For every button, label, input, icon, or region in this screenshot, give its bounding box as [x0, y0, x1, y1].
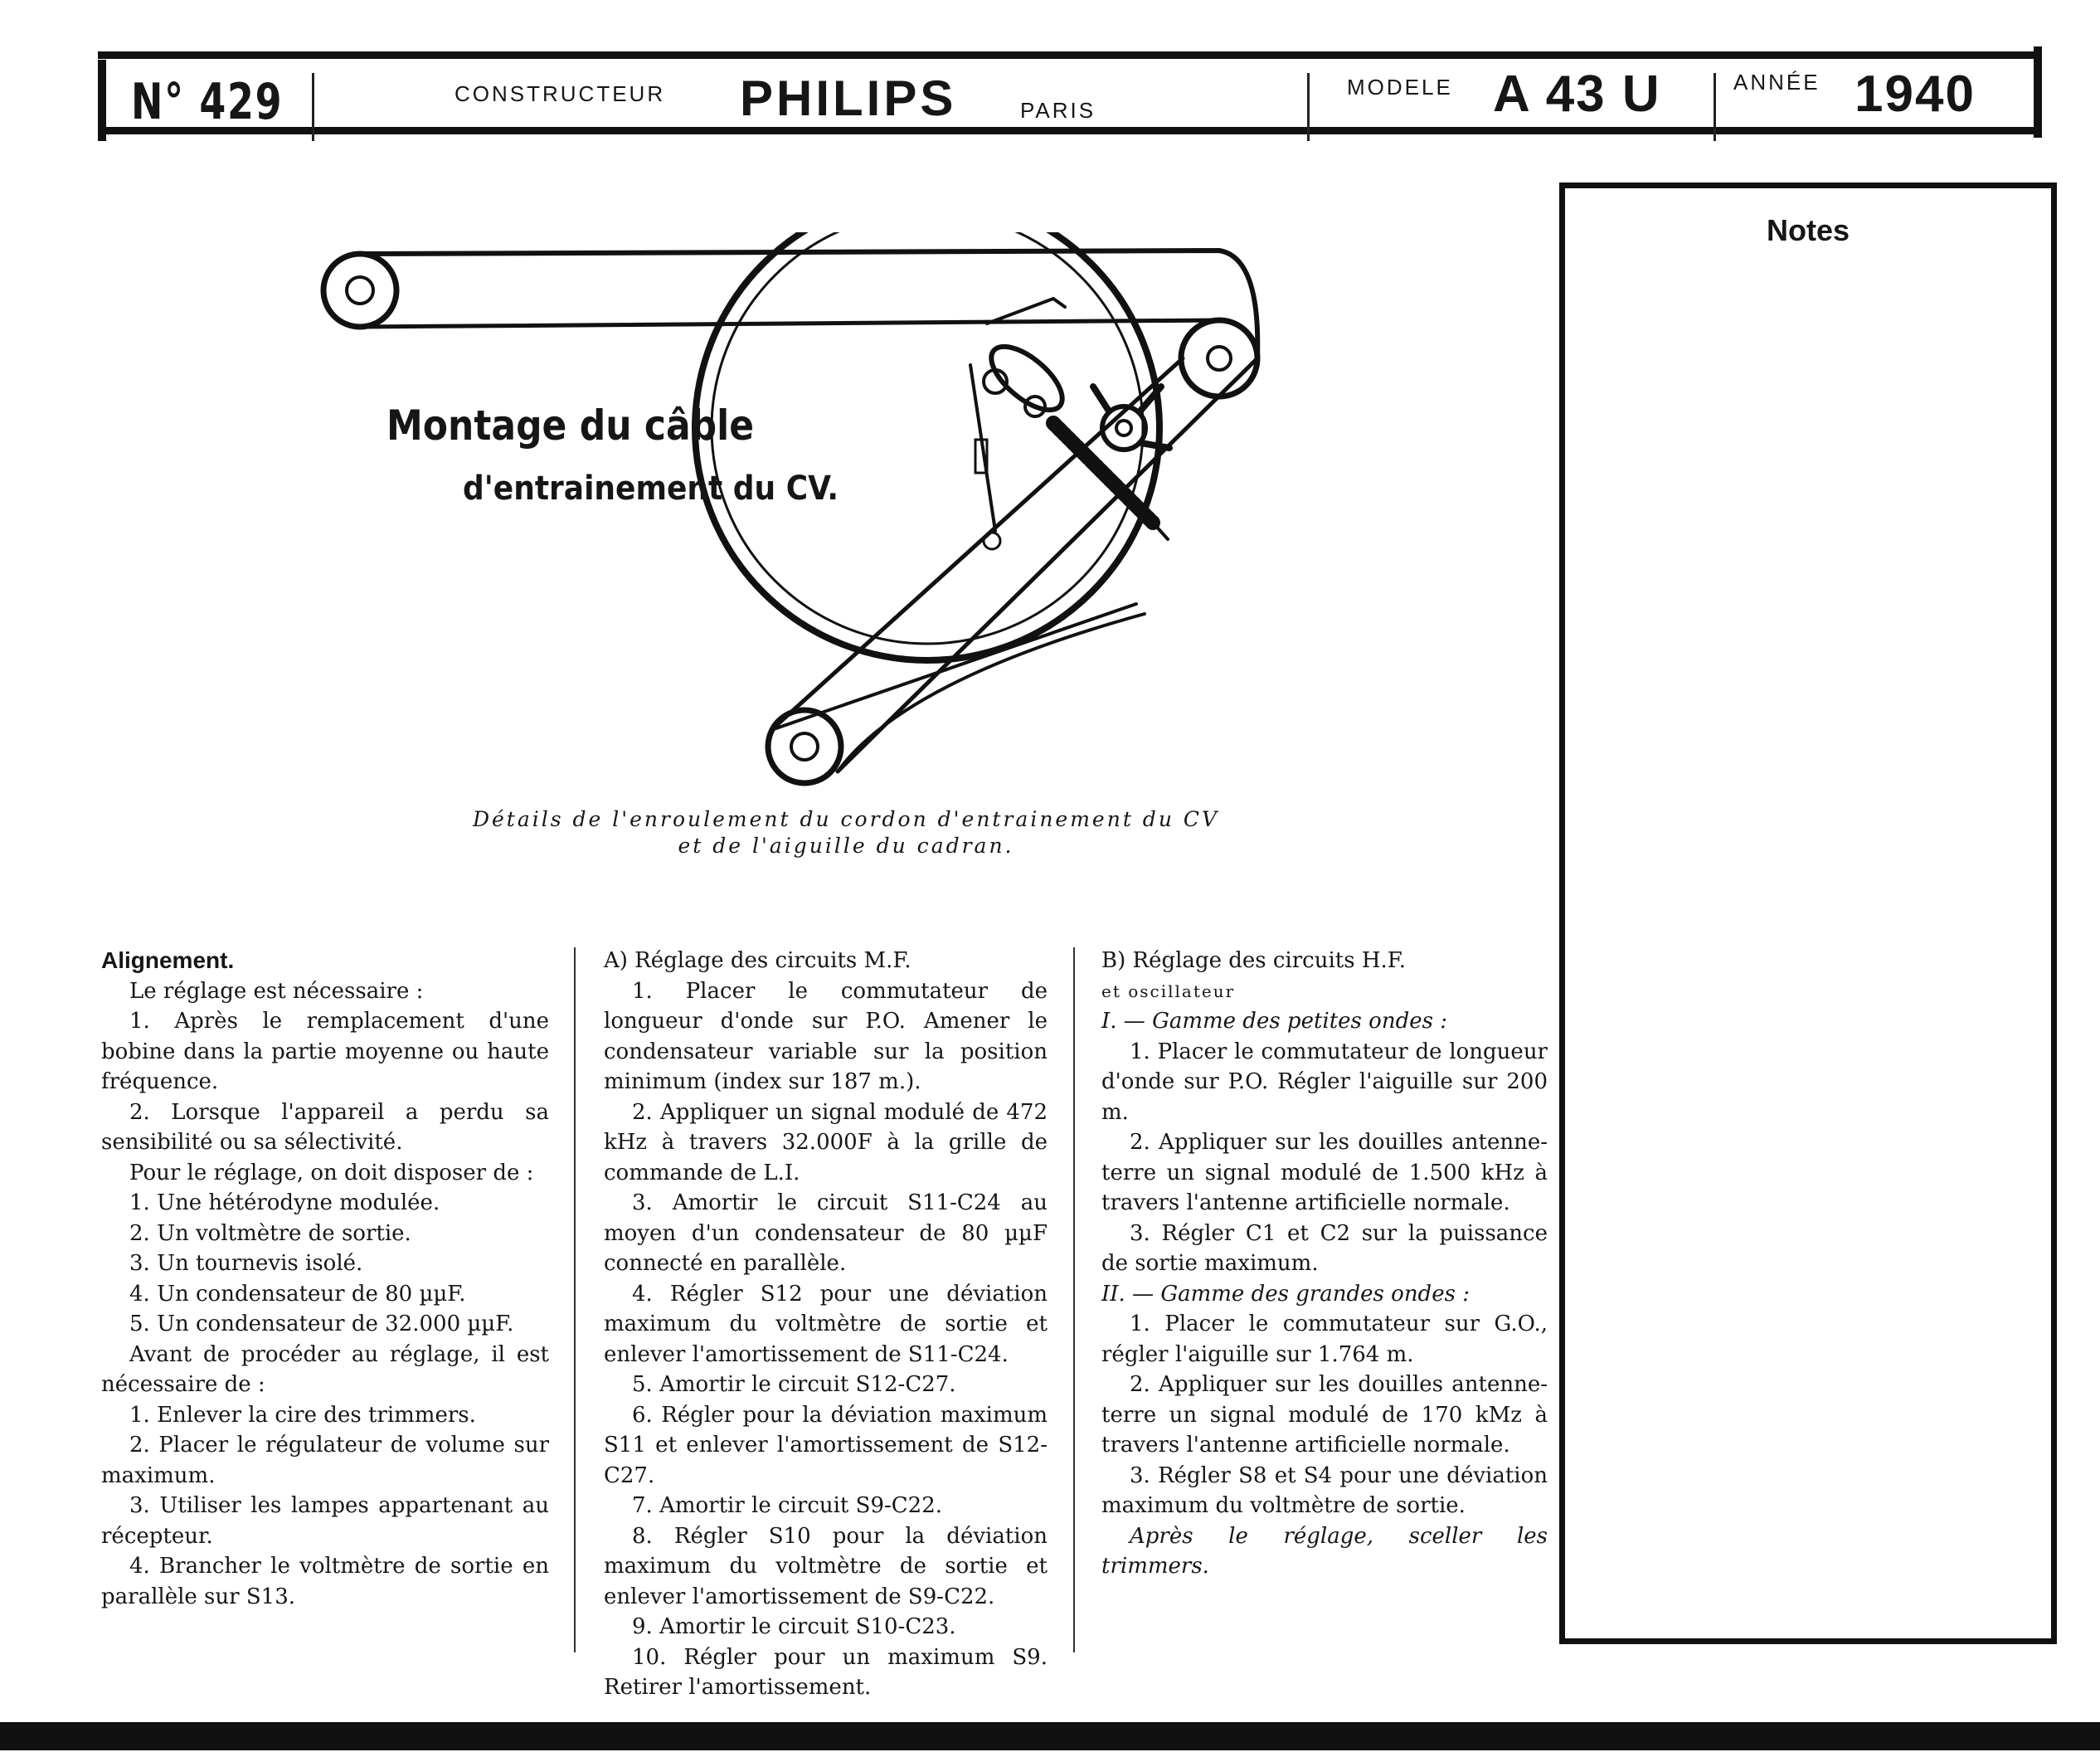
column-reglage-hf	[1101, 946, 1548, 1582]
constructeur-label: CONSTRUCTEUR	[455, 81, 666, 106]
paragraph: 6. Régler pour la déviation maximum S11 et enlever l'amortissement de S12-C27.	[604, 1402, 1048, 1488]
fiche-number: N° 429	[131, 73, 284, 131]
paragraph: 1. Enlever la cire des trimmers.	[129, 1402, 476, 1428]
section-title: A) Réglage des circuits M.F.	[604, 948, 911, 973]
paragraph: 2. Un voltmètre de sortie.	[129, 1220, 411, 1246]
paragraph: 5. Amortir le circuit S12-C27.	[632, 1372, 956, 1397]
top-pulley	[323, 254, 396, 327]
column-reglage-mf	[604, 946, 1048, 1703]
city-label: PARIS	[1020, 98, 1096, 123]
header-left-bar	[98, 60, 106, 141]
paragraph: 2. Appliquer sur les douilles antenne-terre un signal modulé de 1.500 kHz à travers l'antenne artificielle normale.	[1101, 1130, 1548, 1215]
section-title: Alignement.	[101, 947, 235, 973]
column-separator	[1073, 947, 1075, 1652]
diagram-subtitle: d'entrainement du CV.	[463, 470, 839, 508]
paragraph: Pour le réglage, on doit disposer de :	[129, 1160, 534, 1185]
header-divider	[1307, 73, 1310, 141]
paragraph: 3. Régler S8 et S4 pour une déviation maximum du voltmètre de sortie.	[1101, 1462, 1548, 1518]
section-subtitle: et oscillateur	[1101, 981, 1236, 1001]
paragraph: 2. Lorsque l'appareil a perdu sa sensibilité ou sa sélectivité.	[101, 1099, 549, 1155]
bottom-scan-edge	[0, 1722, 2100, 1750]
notes-title: Notes	[1766, 213, 1850, 247]
paragraph: 3. Utiliser les lampes appartenant au récepteur.	[101, 1493, 549, 1549]
caption-line: et de l'aiguille du cadran.	[678, 834, 1014, 858]
paragraph: 1. Placer le commutateur de longueur d'onde sur P.O. Régler l'aiguille sur 200 m.	[1101, 1039, 1548, 1125]
header-divider	[312, 73, 314, 141]
modele-value: A 43 U	[1493, 66, 1661, 123]
cable-diagram	[307, 232, 1335, 805]
paragraph: 7. Amortir le circuit S9-C22.	[632, 1493, 943, 1518]
paragraph: 9. Amortir le circuit S10-C23.	[632, 1614, 956, 1639]
paragraph: 2. Appliquer sur les douilles antenne-terre un signal modulé de 170 kMz à travers l'antenne artificielle normale.	[1101, 1372, 1548, 1458]
paragraph: 2. Placer le régulateur de volume sur maximum.	[101, 1433, 549, 1488]
drum-wheel	[695, 232, 1159, 660]
paragraph: Le réglage est nécessaire :	[129, 978, 424, 1004]
paragraph: 3. Amortir le circuit S11-C24 au moyen d'un condensateur de 80 µµF connecté en parallèle.	[604, 1190, 1048, 1276]
paragraph: 1. Placer le commutateur sur G.O., régler l'aiguille sur 1.764 m.	[1101, 1312, 1548, 1367]
diagram-caption	[365, 806, 1327, 859]
paragraph: 8. Régler S10 pour la déviation maximum du voltmètre de sortie et enlever l'amortissement de S9-C22.	[604, 1523, 1048, 1609]
header-right-bar	[2034, 46, 2042, 138]
caption-line: Détails de l'enroulement du cordon d'entrainement du CV	[472, 807, 1220, 831]
paragraph: 2. Appliquer un signal modulé de 472 kHz à travers 32.000F à la grille de commande de L.I.	[604, 1099, 1048, 1185]
paragraph: 3. Un tournevis isolé.	[129, 1251, 363, 1276]
modele-label: MODELE	[1347, 75, 1453, 100]
notes-box	[1559, 182, 2057, 1644]
paragraph: 3. Régler C1 et C2 sur la puissance de sortie maximum.	[1101, 1220, 1548, 1276]
paragraph: 10. Régler pour un maximum S9. Retirer l'amortissement.	[604, 1644, 1048, 1700]
diagram-title: Montage du câble	[386, 402, 755, 450]
header-divider	[1714, 73, 1716, 141]
subsection-heading: I. — Gamme des petites ondes :	[1101, 1009, 1447, 1034]
annee-label: ANNÉE	[1733, 70, 1820, 95]
right-pulley	[1181, 320, 1257, 397]
section-title: B) Réglage des circuits H.F.	[1101, 948, 1407, 973]
constructeur-name: PHILIPS	[740, 71, 957, 126]
subsection-heading: II. — Gamme des grandes ondes :	[1101, 1281, 1470, 1307]
column-alignement	[101, 946, 549, 1612]
paragraph: 4. Régler S12 pour une déviation maximum du voltmètre de sortie et enlever l'amortissement de S11-C24.	[604, 1281, 1048, 1367]
paragraph: 5. Un condensateur de 32.000 µµF.	[129, 1312, 514, 1336]
paragraph: 4. Un condensateur de 80 µµF.	[129, 1281, 466, 1307]
paragraph: 4. Brancher le voltmètre de sortie en parallèle sur S13.	[101, 1554, 549, 1609]
paragraph: 1. Une hétérodyne modulée.	[129, 1190, 440, 1215]
paragraph: 1. Après le remplacement d'une bobine dans la partie moyenne ou haute fréquence.	[101, 1009, 549, 1094]
paragraph: Après le réglage, sceller les trimmers.	[1101, 1523, 1548, 1579]
column-separator	[574, 947, 576, 1652]
paragraph: 1. Placer le commutateur de longueur d'onde sur P.O. Amener le condensateur variable sur la position minimum (index sur 187 m.).	[604, 978, 1048, 1094]
annee-value: 1940	[1855, 66, 1976, 123]
paragraph: Avant de procéder au réglage, il est nécessaire de :	[101, 1341, 549, 1397]
